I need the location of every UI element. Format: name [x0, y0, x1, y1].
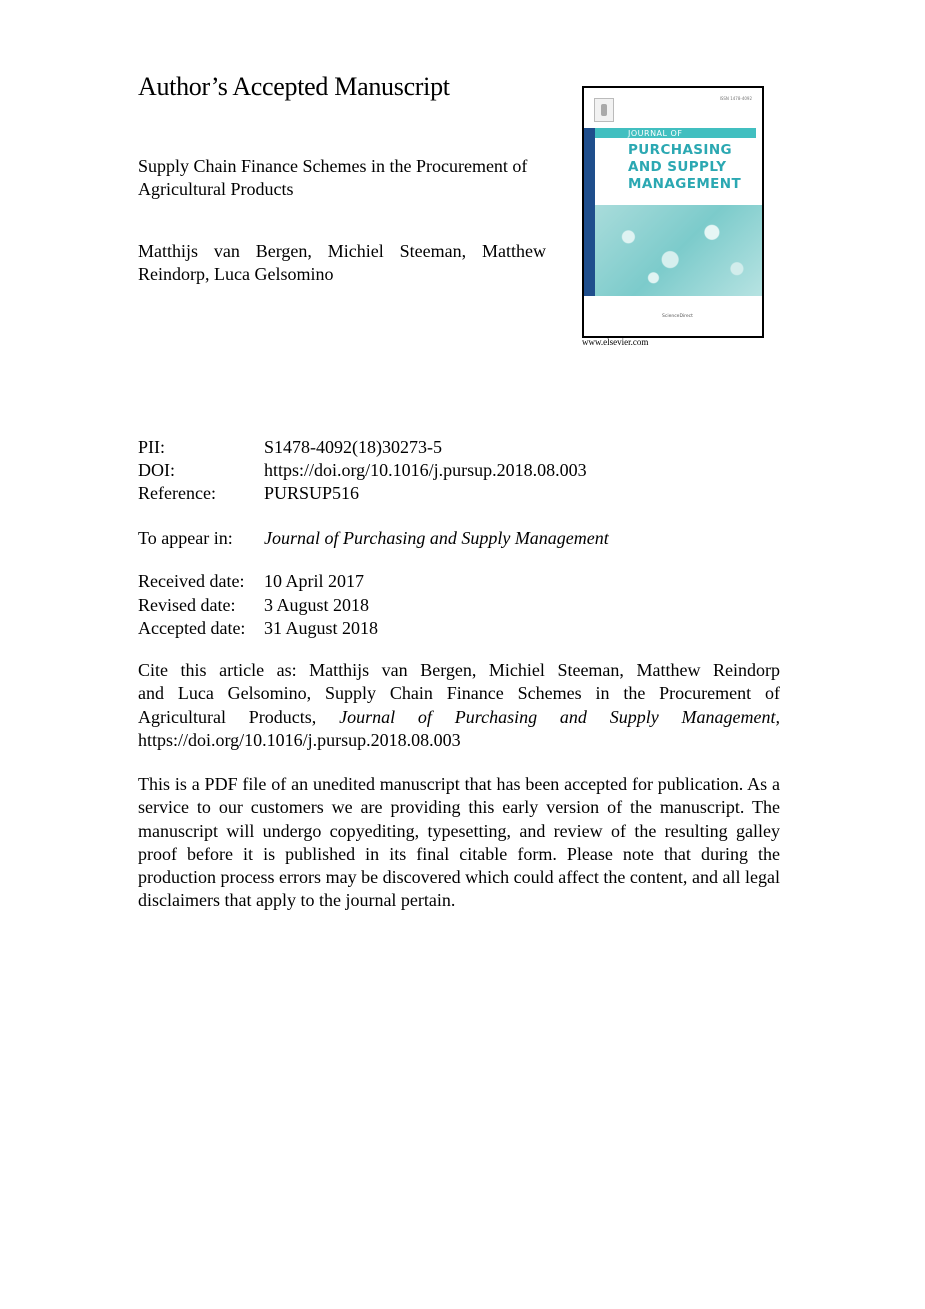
appear-label: To appear in: — [138, 528, 233, 548]
pii-label: PII: — [138, 437, 165, 457]
cover-journal-name-line: PURCHASING — [628, 142, 733, 158]
revised-label: Revised date: — [138, 594, 236, 615]
doi-label: DOI: — [138, 460, 175, 480]
cover-image — [595, 205, 762, 296]
journal-cover — [582, 86, 764, 338]
citation-doi[interactable]: https://doi.org/10.1016/j.pursup.2018.08.003 — [138, 729, 461, 750]
reference-label: Reference: — [138, 483, 216, 503]
citation-line: Cite this article as: Matthijs van Bergen, Michiel Steeman, Matthew Reindorp — [138, 660, 780, 680]
cover-left-band — [584, 128, 595, 138]
disclaimer-paragraph: This is a PDF file of an unedited manuscript that has been accepted for publication. As a service to our customers we are providing this early version of the manuscript. The manuscript will undergo copyediting, typesetting, and review of the resulting galley proof before it is published in its final citable form. Please note that during the production process errors may be discovered which could affect the content, and all legal disclaimers that apply to the journal pertain. — [138, 774, 780, 911]
cover-journal-name — [628, 142, 758, 193]
page-title: Author’s Accepted Manuscript — [138, 72, 450, 101]
publisher-url[interactable]: www.elsevier.com — [582, 337, 649, 347]
citation-line: and Luca Gelsomino, Supply Chain Finance Schemes in the Procurement of — [138, 683, 780, 704]
cover-issn: ISSN 1478-4092 — [719, 96, 752, 101]
citation-line — [138, 706, 780, 729]
cover-strip-label: JOURNAL OF — [628, 129, 683, 138]
citation-journal: Journal of Purchasing and Supply Management, — [339, 706, 780, 727]
appear-journal: Journal of Purchasing and Supply Management — [264, 528, 609, 548]
reference-value: PURSUP516 — [264, 483, 360, 503]
cover-journal-name-line: AND SUPPLY — [628, 159, 727, 175]
cover-spine — [584, 138, 595, 296]
citation-prefix: Agricultural Products, — [138, 706, 317, 727]
cover-journal-name-line: MANAGEMENT — [628, 176, 742, 192]
accepted-value: 31 August 2018 — [264, 618, 379, 638]
received-value: 10 April 2017 — [264, 571, 365, 591]
article-authors: Matthijs van Bergen, Michiel Steeman, Matthew Reindorp, Luca Gelsomino — [138, 241, 546, 284]
article-title: Supply Chain Finance Schemes in the Procurement of Agricultural Products — [138, 156, 528, 199]
pii-value: S1478-4092(18)30273-5 — [264, 437, 442, 457]
sciencedirect-text: ScienceDirect — [662, 314, 693, 319]
doi-value[interactable]: https://doi.org/10.1016/j.pursup.2018.08.003 — [264, 460, 587, 480]
elsevier-tree-logo-icon — [594, 98, 614, 122]
accepted-label: Accepted date: — [138, 618, 246, 638]
received-label: Received date: — [138, 571, 245, 591]
sciencedirect-logo-icon — [662, 314, 693, 319]
citation-paragraph — [138, 659, 780, 752]
revised-value: 3 August 2018 — [264, 594, 370, 615]
cover-header — [584, 88, 762, 128]
